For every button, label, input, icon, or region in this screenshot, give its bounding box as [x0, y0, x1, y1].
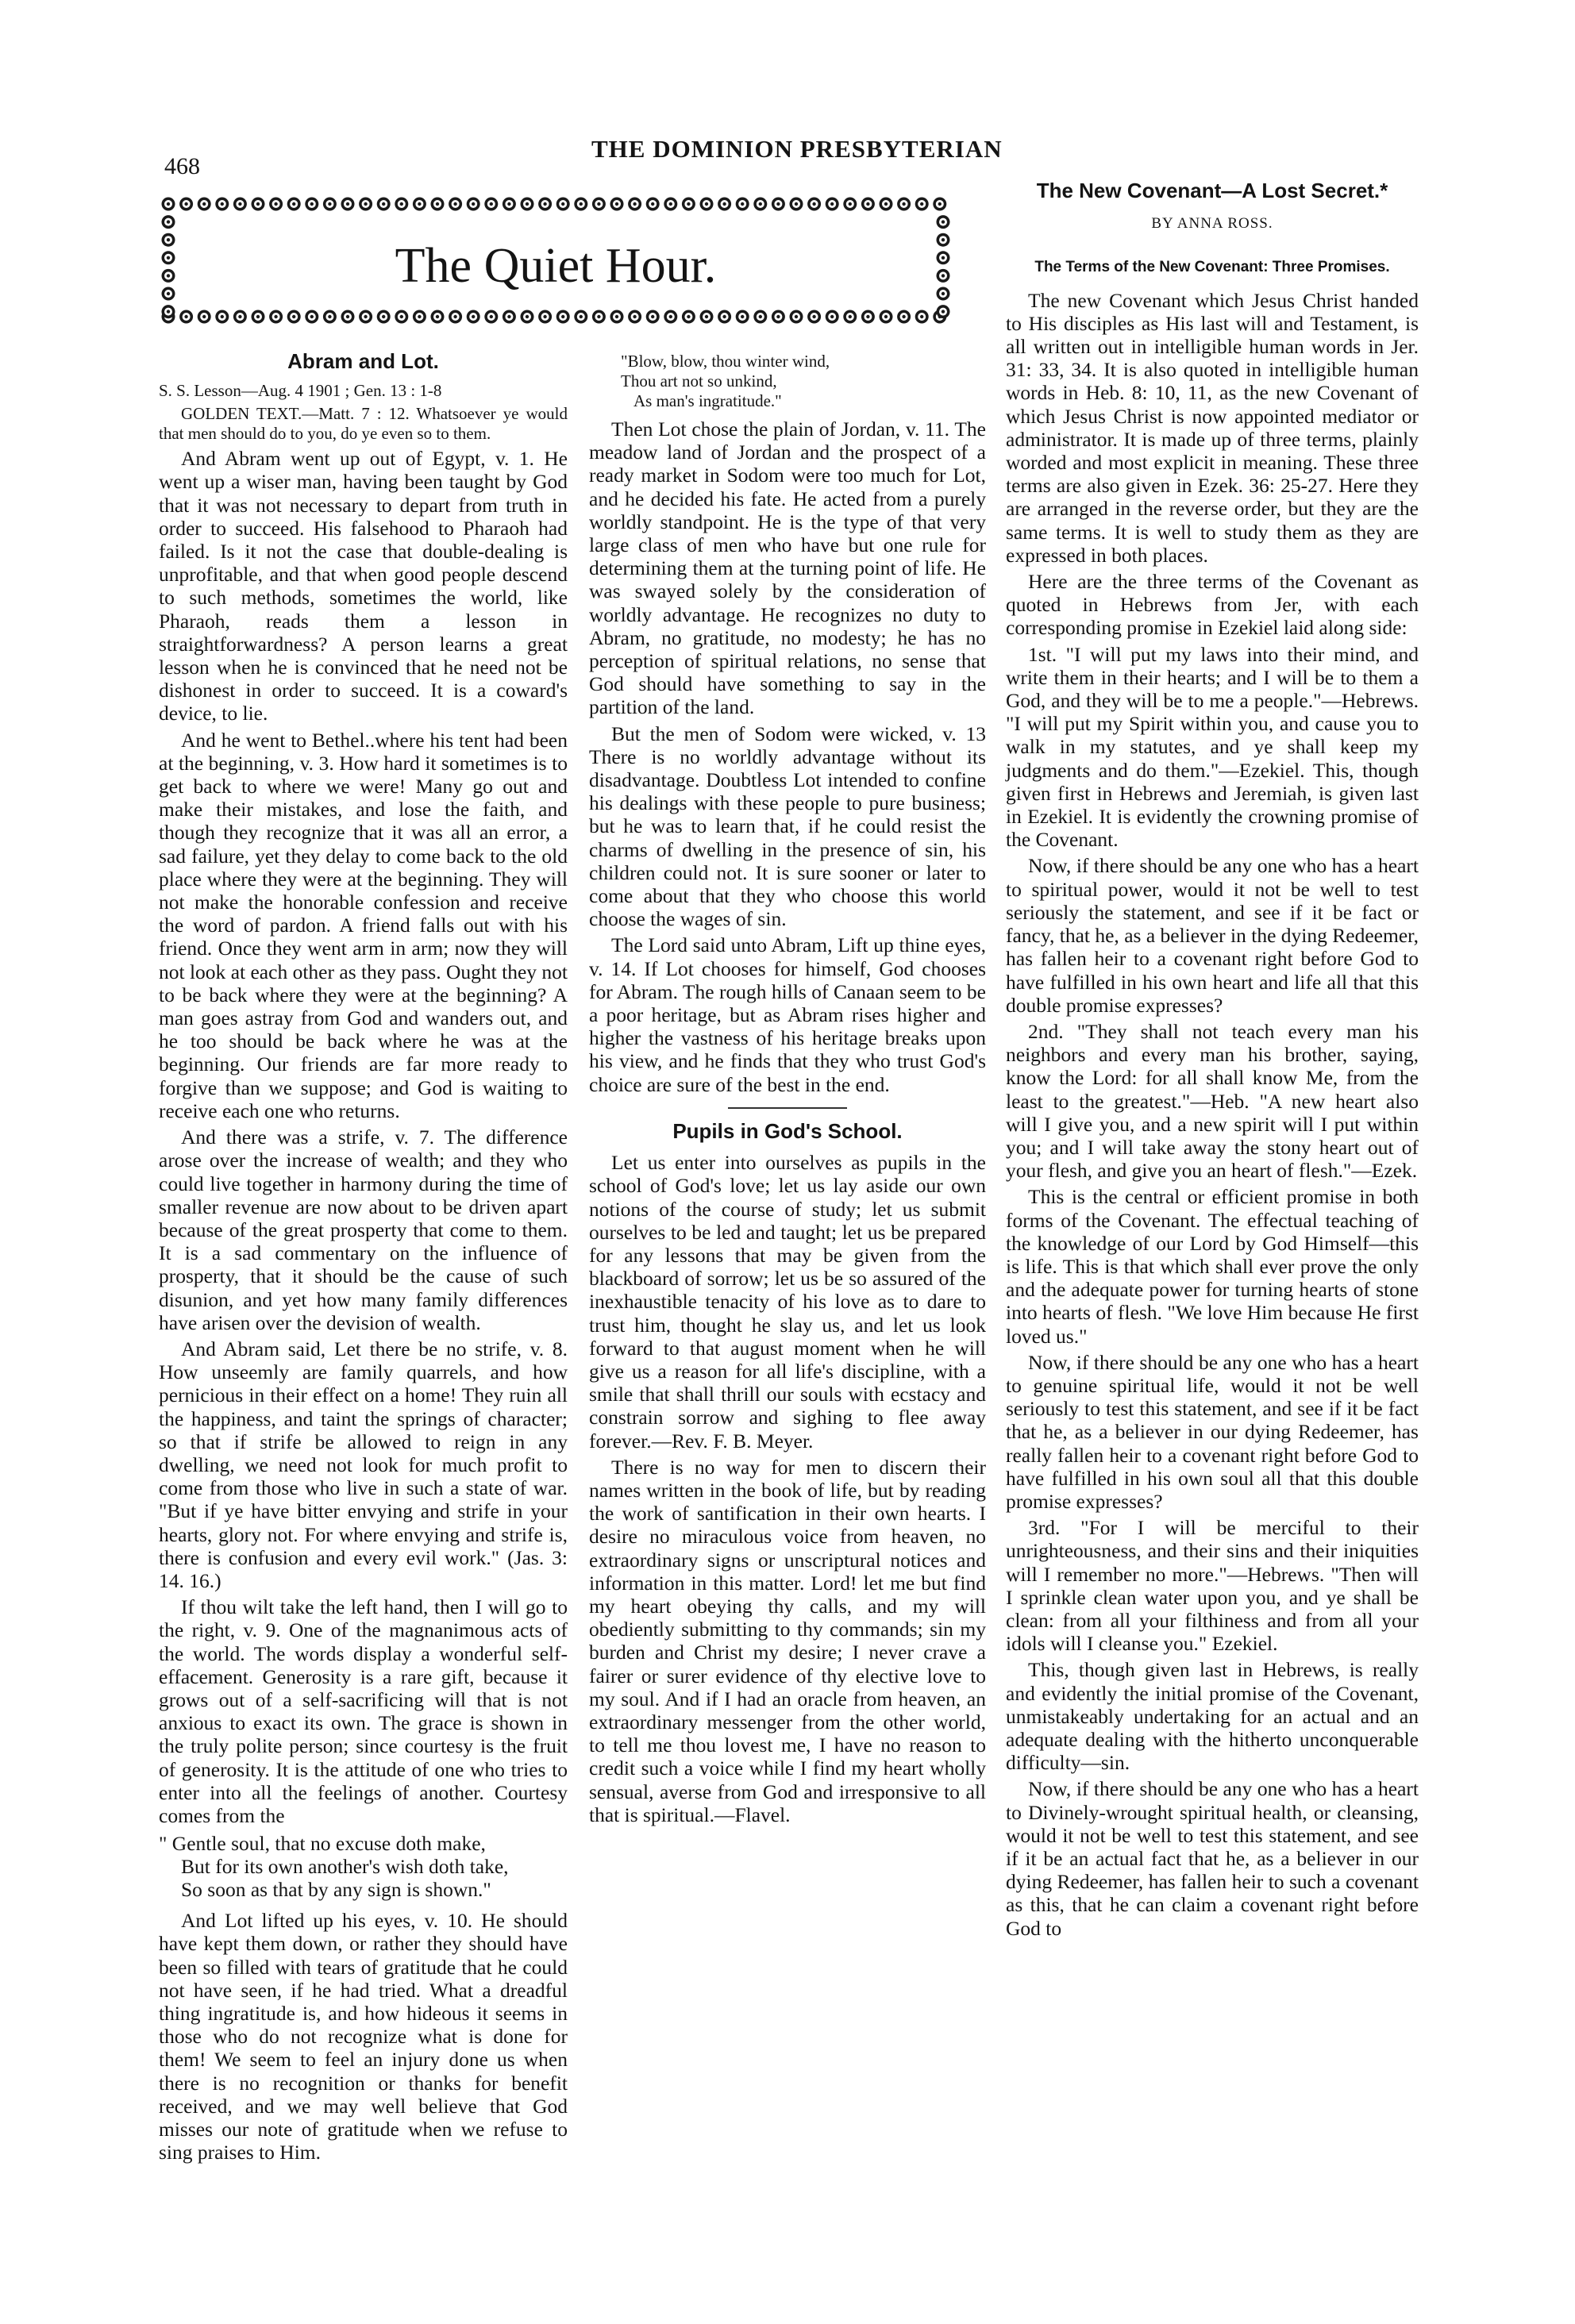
ornament-ring	[431, 198, 445, 211]
ornament-ring	[323, 198, 337, 211]
ornament-ring	[880, 310, 893, 324]
ornament-ring	[252, 310, 265, 324]
article-title-abram-and-lot: Abram and Lot.	[287, 349, 439, 373]
ornament-ring	[484, 310, 498, 324]
ornament-ring	[449, 310, 462, 324]
ornament-ring	[700, 310, 714, 324]
paragraph: There is no way for men to discern their names written in the book of life, but by reading the work of santification in their own hearts. I desire no miraculous voice from heaven, no extraordinary signs or unscriptural notices and information in this matter. Lord! let me but find my heart obeying thy calls, and my will obediently submitting to thy commands; sin my burden and Christ my desire; I never crave a fairer or surer evidence of thy elective love to my soul. And if I had an oracle from heaven, an extraordinary messenger from the other world, to tell me thou lovest me, I have no reason to credit such a voice while I find my heart wholly sensual, averse from God and irresponsive to all that is spiritual.—Flavel.	[589, 1455, 986, 1826]
ornament-ring	[628, 310, 641, 324]
column-3	[1006, 176, 1419, 1943]
ornament-ring	[897, 310, 911, 324]
ornament-ring	[413, 198, 426, 211]
subheading: The Terms of the New Covenant: Three Promises.	[1034, 259, 1390, 276]
column-2	[589, 347, 986, 1830]
ornament-ring	[736, 198, 749, 211]
ornament-ring	[772, 310, 785, 324]
ornament-ring	[736, 310, 749, 324]
paragraph: Now, if there should be any one who has a heart to spiritual power, would it not be well to test seriously the statement, and see if it be fact or fancy, that he, as a believer in the dying Redeemer, has fallen heir to a covenant right before God to have fulfilled in his own heart and life all that this double promise expresses?	[1006, 854, 1419, 1017]
ornament-ring	[915, 198, 929, 211]
ornament-ring	[718, 198, 731, 211]
ornament-ring	[179, 310, 193, 324]
ornament-ring	[162, 215, 175, 229]
ornament-ring	[664, 198, 677, 211]
ornament-ring	[592, 310, 606, 324]
paragraph: And he went to Bethel..where his tent had been at the beginning, v. 3. How hard it sometimes is to get back to where we were! Many go out and make their mistakes, and lose the faith, and though they recognize that it was all an error, a sad failure, yet they delay to come back to the old place where they were at the beginning. They will not make the honorable confession and receive the word of pardon. A friend falls out with his friend. Once they went arm in arm; now they will not look at each other as they pass. Ought they not to be back where they were at the beginning? A man goes astray from God and wanders out, and he too should be back where he was at the beginning. Our friends are far more ready to forgive than we suppose; and God is waiting to receive each one who returns.	[159, 728, 568, 1122]
ornament-ring	[503, 198, 516, 211]
ornament-ring	[610, 310, 624, 324]
ornament-ring	[467, 198, 480, 211]
ornament-ring	[826, 310, 839, 324]
ornament-ring	[323, 310, 337, 324]
ornament-ring	[592, 198, 606, 211]
ornament-ring	[305, 198, 318, 211]
ornament-ring	[807, 198, 821, 211]
ornament-ring	[305, 310, 318, 324]
paragraph: Now, if there should be any one who has a heart to genuine spiritual life, would it not be well seriously to test this statement, and see if it be fact that he, as a believer in our dying Redeemer, has really fallen heir to a covenant right before God to have fulfilled in his own soul all that this double promise expresses?	[1006, 1350, 1419, 1513]
running-head: THE DOMINION PRESBYTERIAN	[591, 135, 1003, 163]
ornament-ring	[937, 305, 950, 318]
paragraph: Let us enter into ourselves as pupils in the school of God's love; let us lay aside our own notions of the course of study; let us submit ourselves to be led and taught; let us be prepared for any lessons that may be given from the blackboard of sorrow; let us be so assured of the inexhaustible tenacity of his love as to dare to trust him, thought he slay us, and let us look forward to that august moment when he will give us a reason for all life's discipline, with a smile that shall thrill our souls with ecstacy and constrain sorrow and sighing to flee away forever.—Rev. F. B. Meyer.	[589, 1151, 986, 1452]
ornament-ring	[700, 198, 714, 211]
ornament-ring	[521, 310, 534, 324]
ornament-ring	[790, 310, 803, 324]
poem-line: " Gentle soul, that no excuse doth make,	[159, 1832, 486, 1856]
ornament-ring	[718, 310, 731, 324]
ornament-ring	[467, 310, 480, 324]
ornament-ring	[215, 310, 229, 324]
ornament-ring	[377, 310, 391, 324]
paragraph: The new Covenant which Jesus Christ handed to His disciples as His last will and Testament, is all written out in intelligible human words in Jer. 31: 33, 34. It is also quoted in intelligible human words in Heb. 8: 10, 11, as the new Covenant of which Jesus Christ is now appointed mediator or administrator. It is made up of three terms, plainly worded and most explicit in meaning. These three terms are also given in Ezek. 36: 25-27. Here they are arranged in the reverse order, but they are the same terms. It is well to study them as they are expressed in both places.	[1006, 288, 1419, 567]
banner-title: The Quiet Hour.	[395, 239, 717, 293]
paragraph: Here are the three terms of the Covenant as quoted in Hebrews from Jer, with each corresponding promise in Ezekiel laid along side:	[1006, 570, 1419, 640]
ornament-ring	[233, 310, 247, 324]
ornament-ring	[646, 198, 660, 211]
golden-text: GOLDEN TEXT.—Matt. 7 : 12. Whatsoever ye would that men should do to you, do ye even so to them.	[159, 404, 568, 444]
ornament-ring	[646, 310, 660, 324]
paragraph: And Abram went up out of Egypt, v. 1. He went up a wiser man, having been taught by God that it was not necessary to depart from truth in order to succeed. His falsehood to Pharaoh had failed. Is it not the case that double-dealing is unprofitable, and that when good people descend to such methods, sometimes the world, like Pharaoh, reads them a lesson in straightforwardness? A person learns a great lesson when he is convinced that he need not be dishonest in order to succeed. It is a coward's device, to lie.	[159, 447, 568, 725]
paragraph: This, though given last in Hebrews, is really and evidently the initial promise of the Covenant, unmistakeably undertaking for an actual and an adequate dealing with the hitherto unconquerable difficulty—sin.	[1006, 1658, 1419, 1775]
ornament-ring	[574, 310, 587, 324]
ornament-ring	[395, 198, 408, 211]
ornament-ring	[574, 198, 587, 211]
paragraph: If thou wilt take the left hand, then I will go to the right, v. 9. One of the magnanimous acts of the world. The words display a wonderful self-effacement. Generosity is a rare gift, because it grows out of a self-sacrificing will that is not anxious to exact its own. The grace is shown in the truly polite person; since courtesy is the fruit of generosity. It is the attitude of one who tries to enter into all the feelings of another. Courtesy comes from the	[159, 1595, 568, 1827]
poem-line: So soon as that by any sign is shown."	[181, 1878, 491, 1902]
ornament-ring	[484, 198, 498, 211]
paragraph: Then Lot chose the plain of Jordan, v. 11. The meadow land of Jordan and the prospect of a ready market in Sodom were too much for Lot, and he decided his fate. He acted from a purely worldly standpoint. He is the type of that very large class of men who have but one rule for determining them at the turning point of life. He was swayed solely by the consideration of worldly advantage. He recognizes no duty to Abram, no gratitude, no modesty; he has no perception of spiritual relations, no sense that God should have something to say in the partition of the land.	[589, 417, 986, 719]
ornament-ring	[843, 310, 857, 324]
paragraph: And Lot lifted up his eyes, v. 10. He should have kept them down, or rather they should have been so filled with tears of gratitude that he could not have seen, if he had tried. What a dreadful thing ingratitude is, and how hideous it seems in those who do not recognize what is done for them! We seem to feel an injury done us when there is no recognition or thanks for benefit received, and we may well believe that God misses our note of gratitude when we refuse to sing praises to Him.	[159, 1909, 568, 2164]
poem-blow-winter-wind	[621, 352, 986, 411]
ornament-ring	[843, 198, 857, 211]
ornament-ring	[556, 198, 570, 211]
ornament-ring	[215, 198, 229, 211]
ornament-ring	[826, 198, 839, 211]
poem-line: "Blow, blow, thou winter wind,	[621, 352, 830, 371]
paragraph: And Abram said, Let there be no strife, v. 8. How unseemly are family quarrels, and how pernicious in their effect on a home! They ruin all the happiness, and taint the springs of character; so that if strife be allowed to reign in any dwelling, we need not look for much profit to come from those who live in such a state of war. "But if ye have bitter envying and strife in your hearts, glory not. For where envying and strife is, there is confusion and every evil work." (Jas. 3: 14. 16.)	[159, 1337, 568, 1592]
ornament-ring	[628, 198, 641, 211]
ornament-ring	[610, 198, 624, 211]
page-number: 468	[164, 153, 200, 179]
ornament-ring	[449, 198, 462, 211]
poem-gentle-soul	[159, 1832, 568, 1901]
ornament-ring	[413, 310, 426, 324]
ornament-ring	[538, 198, 552, 211]
paragraph: Now, if there should be any one who has a heart to Divinely-wrought spiritual health, or cleansing, would it not be well to test this statement, and see if it be an actual fact that he, as a believer in our dying Redeemer, has fallen heir to such a covenant as this, that he can claim a covenant right before God to	[1006, 1777, 1419, 1940]
ornament-ring	[682, 198, 695, 211]
ornament-ring	[503, 310, 516, 324]
ornament-ring	[377, 198, 391, 211]
paragraph: 3rd. "For I will be merciful to their unrighteousness, and their sins and their iniquities will I remember no more."—Hebrews. "Then will I sprinkle clean water upon you, and ye shall be clean: from all your filthiness and from all your idols will I cleanse you." Ezekiel.	[1006, 1516, 1419, 1656]
paragraph: But the men of Sodom were wicked, v. 13 There is no worldly advantage without its disadvantage. Doubtless Lot intended to confine his dealings with these people to pure business; but he was to learn that, if he could resist the charms of dwelling in the presence of sin, his children could not. It is sure sooner or later to come about that they who choose this world choose the wages of sin.	[589, 721, 986, 931]
ornament-ring	[269, 198, 283, 211]
article-title-new-covenant: The New Covenant—A Lost Secret.*	[1036, 179, 1388, 202]
sunday-school-lesson: S. S. Lesson—Aug. 4 1901 ; Gen. 13 : 1-8	[159, 381, 442, 401]
ornament-ring	[933, 198, 946, 211]
ornament-ring	[521, 198, 534, 211]
ornament-ring	[341, 310, 355, 324]
ornament-ring	[772, 198, 785, 211]
ornament-ring	[431, 310, 445, 324]
column-1	[159, 347, 568, 2167]
ornament-ring	[359, 310, 372, 324]
ornament-ring	[861, 310, 875, 324]
ornament-ring	[233, 198, 247, 211]
ornament-ring	[359, 198, 372, 211]
ornament-ring	[682, 310, 695, 324]
ornament-ring	[664, 310, 677, 324]
poem-line: As man's ingratitude."	[633, 391, 782, 410]
ornament-ring	[395, 310, 408, 324]
paragraph: 1st. "I will put my laws into their mind, and write them in their hearts; and I will be to them a God, and they will be to me a people."—Hebrews. "I will put my Spirit within you, and cause you to walk in my statutes, and ye shall keep my judgments and do them."—Ezekiel. This, though given first in Hebrews and Jeremiah, is given last in Ezekiel. It is evidently the crowning promise of the Covenant.	[1006, 642, 1419, 852]
paragraph: 2nd. "They shall not teach every man his neighbors and every man his brother, saying, know the Lord: for all shall know Me, from the least to the greatest."—Heb. "A new heart also will I give you, and a new spirit will I put within you; and I will take away the stony heart out of your flesh, and give you an heart of flesh."—Ezek.	[1006, 1019, 1419, 1183]
article-title-pupils: Pupils in God's School.	[672, 1118, 903, 1143]
ornament-ring	[538, 310, 552, 324]
ornament-ring	[937, 215, 950, 229]
ornament-ring	[341, 198, 355, 211]
ornament-ring	[861, 198, 875, 211]
section-divider	[728, 1107, 847, 1109]
paragraph: This is the central or efficient promise in both forms of the Covenant. The effectual teaching of the knowledge of our Lord by God Himself—this is life. This is that which shall ever prove the only and the adequate power for turning hearts of stone into hearts of flesh. "We love Him because He first loved us."	[1006, 1185, 1419, 1348]
ornament-ring	[198, 198, 211, 211]
ornament-ring	[198, 310, 211, 324]
ornament-ring	[162, 305, 175, 318]
ornament-ring	[287, 310, 301, 324]
ornament-ring	[162, 198, 175, 211]
ornament-ring	[753, 198, 767, 211]
ornament-ring	[556, 310, 570, 324]
ornament-ring	[880, 198, 893, 211]
ornament-ring	[252, 198, 265, 211]
byline: BY ANNA ROSS.	[1151, 215, 1273, 233]
ornament-ring	[179, 198, 193, 211]
ornament-ring	[897, 198, 911, 211]
poem-line: Thou art not so unkind,	[621, 371, 777, 391]
ornament-ring	[915, 310, 929, 324]
poem-line: But for its own another's wish doth take,	[181, 1855, 509, 1879]
ornament-ring	[753, 310, 767, 324]
ornament-ring	[807, 310, 821, 324]
ornament-ring	[287, 198, 301, 211]
ornament-ring	[790, 198, 803, 211]
paragraph: And there was a strife, v. 7. The difference arose over the increase of wealth; and they who could live together in harmony during the time of smaller revenue are now about to be driven apart because of the great prosperty that come to them. It is a sad commentary on the influence of prosperty, that it should be the cause of such disunion, and yet how many family differences have arisen over the devision of wealth.	[159, 1125, 568, 1334]
ornament-ring	[269, 310, 283, 324]
paragraph: The Lord said unto Abram, Lift up thine eyes, v. 14. If Lot chooses for himself, God chooses for Abram. The rough hills of Canaan seem to be a poor heritage, but as Abram rises higher and higher the vastness of his heritage breaks upon his view, and he finds that they who trust God's choice are sure of the best in the end.	[589, 933, 986, 1096]
